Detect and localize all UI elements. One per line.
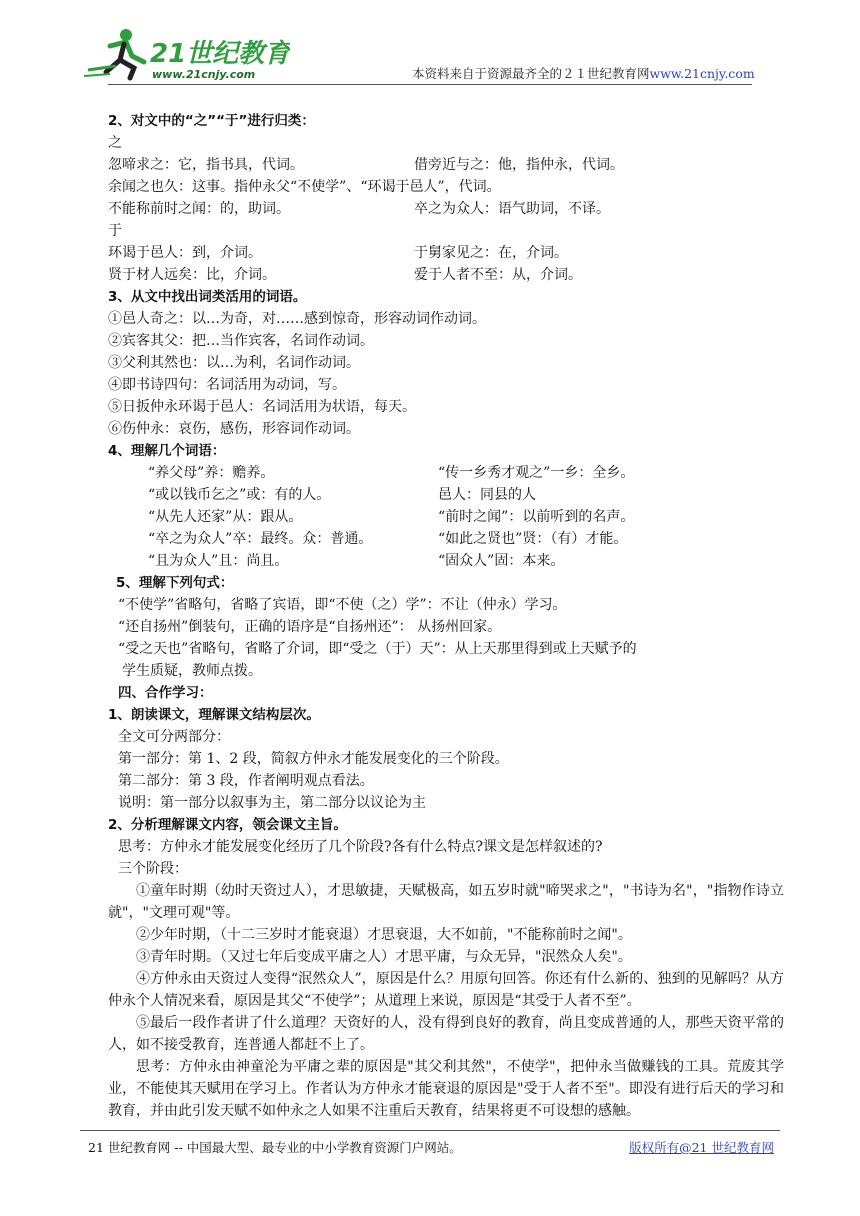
runner-icon — [84, 29, 144, 78]
header-source-link[interactable]: www.21cnjy.com — [649, 66, 755, 81]
word-row: “或以钱币乞之”或：有的人。 邑人：同县的人 — [148, 487, 536, 503]
footer-text: 21 世纪教育网 -- 中国最大型、最专业的中小学教育资源门户网站。 — [88, 1140, 462, 1155]
site-logo — [80, 26, 290, 84]
list-item: 第二部分：第 3 段，作者阐明观点看法。 — [118, 773, 374, 789]
section-4-title: 4、理解几个词语： — [108, 443, 226, 459]
think-question: 思考：方仲永才能发展变化经历了几个阶段?各有什么特点?课文是怎样叙述的? — [118, 839, 603, 855]
list-item: ⑤日扳仲永环谒于邑人：名词活用为状语，每天。 — [108, 399, 416, 415]
yu-row: 环谒于邑人：到，介词。 于舅家见之：在，介词。 — [108, 245, 568, 261]
paragraph: ④方仲永由天资过人变得“泯然众人”，原因是什么？用原句回答。你还有什么新的、独到的见解吗？从方仲永个人情况来看，原因是其父“不使学”；从道理上来说，原因是“其受于人者不至”。 — [108, 971, 784, 1009]
paragraph: ③青年时期。（又过七年后变成平庸之人）才思平庸，与众无异，"泯然众人矣"。 — [136, 949, 632, 965]
list-item: 第一部分：第 1、2 段，简叙方仲永才能发展变化的三个阶段。 — [118, 751, 509, 767]
word-row: “从先人还家”从：跟从。 “前时之闻”：以前听到的名声。 — [148, 509, 635, 525]
list-item: 说明：第一部分以叙事为主，第二部分以议论为主 — [118, 795, 426, 811]
list-item: ③父利其然也：以…为利，名词作动词。 — [108, 355, 360, 371]
word-row: “且为众人”且：尚且。 “固众人”固：本来。 — [148, 553, 565, 569]
zhi-label: 之 — [108, 135, 122, 151]
header-source — [412, 64, 755, 82]
list-item: 全文可分两部分： — [118, 729, 230, 745]
list-item: ④即书诗四句：名词活用为动词，写。 — [108, 377, 346, 393]
list-item: ⑥伤仲永：哀伤，感伤，形容词作动词。 — [108, 421, 360, 437]
section-2-title: 2、对文中的“之”“于”进行归类： — [108, 113, 315, 129]
header-divider — [108, 84, 752, 85]
list-item: ①邑人奇之：以…为奇，对……感到惊奇，形容动词作动词。 — [108, 311, 486, 327]
zhi-row: 余闻之也久：这事。指仲永父“不使学”、“环谒于邑人”，代词。 — [108, 179, 501, 195]
section-5-title: 5、理解下列句式： — [116, 575, 234, 591]
header-source-text: 本资料来自于资源最齐全的２１世纪教育网 — [412, 66, 650, 81]
section-7-title: 1、朗读课文，理解课文结构层次。 — [108, 707, 320, 723]
yu-label: 于 — [108, 223, 122, 239]
logo-url: www.21cnjy.com — [152, 68, 256, 81]
footer-divider — [80, 1130, 780, 1131]
paragraph: ⑤最后一段作者讲了什么道理？天资好的人，没有得到良好的教育，尚且变成普通的人，那些天资平常的人，如不接受教育，连普通人都赶不上了。 — [108, 1015, 784, 1053]
three-stages-label: 三个阶段： — [118, 861, 188, 877]
yu-row: 贤于材人远矣：比，介词。 爱于人者不至：从，介词。 — [108, 267, 582, 283]
document-body — [108, 110, 784, 1122]
logo-text: 21世纪教育 — [150, 39, 290, 69]
word-row: “养父母”养：赡养。 “传一乡秀才观之”一乡：全乡。 — [148, 465, 635, 481]
zhi-row: 忽啼求之：它，指书具，代词。 借旁近与之：他，指仲永，代词。 — [108, 157, 624, 173]
zhi-row: 不能称前时之闻：的，助词。 卒之为众人：语气助词，不译。 — [108, 201, 610, 217]
word-row: “卒之为众人”卒：最终。众：普通。 “如此之贤也”贤：（有）才能。 — [148, 531, 628, 547]
paragraph: ②少年时期，（十二三岁时才能衰退）才思衰退，大不如前，"不能称前时之闻"。 — [136, 927, 632, 943]
list-item: “不使学”省略句，省略了宾语，即“不使（之）学”：不让（仲永）学习。 — [118, 597, 567, 613]
teacher-note: 学生质疑，教师点拨。 — [122, 663, 262, 679]
list-item: “受之天也”省略句，省略了介词，即“受之（于）天”：从上天那里得到或上天赋予的 — [118, 641, 637, 657]
list-item: “还自扬州”倒装句，正确的语序是“自扬州还”： 从扬州回家。 — [118, 619, 502, 635]
paragraph: ①童年时期（幼时天资过人），才思敏捷，天赋极高，如五岁时就"啼哭求之"，"书诗为名"，"指物作诗立就"，"文理可观"等。 — [108, 883, 784, 921]
copyright-link[interactable]: 版权所有@21 世纪教育网 — [629, 1140, 774, 1155]
section-3-title: 3、从文中找出词类活用的词语。 — [108, 289, 307, 305]
paragraph: 思考：方仲永由神童沦为平庸之辈的原因是"其父利其然"，不使学"，把仲永当做赚钱的工具。荒废其学业，不能使其天赋用在学习上。作者认为方仲永才能衰退的原因是"受于人者不至"。即没有进行后天的学习和教育，并由此引发天赋不如仲永之人如果不注重后天教育，结果将更不可设想的感触。 — [108, 1059, 784, 1119]
section-8-title: 2、分析理解课文内容，领会课文主旨。 — [108, 817, 347, 833]
list-item: ②宾客其父：把…当作宾客，名词作动词。 — [108, 333, 374, 349]
section-6-title: 四、合作学习： — [118, 685, 213, 701]
